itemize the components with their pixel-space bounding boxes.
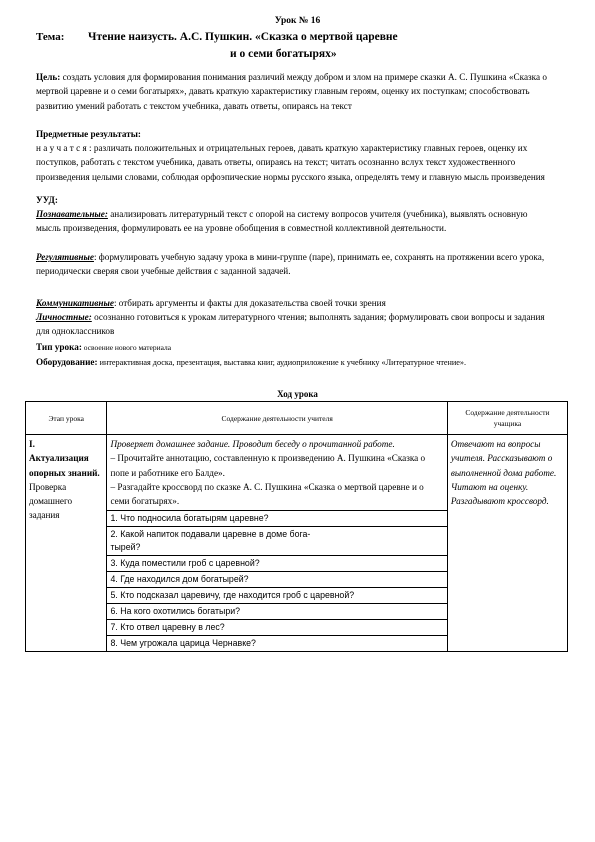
question-row: 8. Чем угрожала царица Чернавке? — [107, 636, 447, 652]
stage-number: I. — [29, 439, 35, 449]
lesson-type-label: Тип урока: — [36, 342, 82, 352]
header-teacher: Содержание деятельности учителя — [107, 402, 447, 435]
stage-cell — [26, 435, 107, 652]
subject-results-title: Предметные результаты: — [36, 129, 141, 139]
question-row: 5. Кто подсказал царевичу, где находится гроб с царевной? — [107, 588, 447, 604]
course-title: Ход урока — [277, 389, 318, 399]
teacher-task2: – Разгадайте кроссворд по сказке А. С. Пушкина «Сказка о мертвой царевне и о семи богатырях». — [110, 481, 424, 507]
lesson-table — [25, 401, 568, 652]
uud-personal — [36, 310, 551, 339]
regulative-label: Регулятивные — [36, 252, 94, 262]
stage-name: Актуализация опорных знаний. — [29, 453, 100, 478]
teacher-intro: Проверяет домашнее задание. Проводит беседу о прочитанной работе. — [110, 439, 395, 449]
question-row: 1. Что подносила богатырям царевне? — [107, 511, 447, 527]
goal-text: создать условия для формирования понимания различий между добром и злом на примере сказки А. С. Пушкина «Сказка о мертвой царевне и о семи богатырях», давать краткую характеристику главным героям, оценку их поступкам; способствовать развитию умений работать с текстом учебника, давать ответы, опираясь на текст — [36, 72, 547, 111]
uud-communicative — [36, 296, 551, 310]
communicative-text: : отбирать аргументы и факты для доказательства своей точки зрения — [113, 298, 386, 308]
teacher-task1: – Прочитайте аннотацию, составленную к произведению А. Пушкина «Сказка о попе и работнике его Балде». — [110, 453, 426, 478]
personal-label: Личностные: — [36, 312, 92, 322]
table-header-row — [26, 402, 568, 435]
equipment-label: Оборудование: — [36, 357, 98, 367]
uud-title: УУД: — [36, 195, 58, 205]
subject-label: н а у ч а т с я : — [36, 143, 92, 153]
student-cell: Отвечают на вопросы учителя. Рассказывают о выполненной дома работе. Читают на оценку. Разгадывают кроссворд. — [447, 435, 567, 652]
teacher-cell — [107, 435, 447, 511]
theme-title-line2: и о семи богатырях» — [230, 48, 337, 60]
equipment — [36, 356, 551, 369]
theme-label: Тема: — [36, 31, 65, 43]
communicative-label: Коммуникативные — [36, 298, 114, 308]
equipment-text: интерактивная доска, презентация, выставка книг, аудиоприложение к учебнику «Литературное чтение». — [97, 358, 467, 367]
header-student: Содержание деятельности учащика — [447, 402, 567, 435]
goal-label: Цель: — [36, 72, 61, 82]
goal-paragraph — [36, 70, 551, 113]
question-row: 6. На кого охотились богатыри? — [107, 604, 447, 620]
question-row: 7. Кто отвел царевну в лес? — [107, 620, 447, 636]
lesson-type-text: освоение нового материала — [81, 343, 172, 352]
question-row: 4. Где находился дом богатырей? — [107, 572, 447, 588]
personal-text: осознанно готовиться к урокам литературного чтения; выполнять задания; формулировать свои вопросы и задания для одноклассников — [36, 312, 545, 337]
regulative-text: : формулировать учебную задачу урока в мини-группе (паре), принимать ее, сохранять на протяжении всего урока, периодически сверяя свои учебные действия с заданной задачей. — [36, 252, 545, 277]
uud-regulative — [36, 250, 551, 279]
question-row: 2. Какой напиток подавали царевне в доме бога- тырей? — [107, 527, 447, 556]
cognitive-label: Познавательные: — [36, 209, 108, 219]
cognitive-text: анализировать литературный текст с опорой на систему вопросов учителя (учебника), выявлять основную мысль произведения, формулировать ее на уровне обобщения в совместной коллективной деятельности. — [36, 209, 528, 234]
header-stage: Этап урока — [26, 402, 107, 435]
subject-text: различать положительных и отрицательных героев, давать краткую характеристику главных героев, оценку их поступков, работать с текстом учебника, давать ответы, опираясь на текст; читать осознанно вслух текст художественного произведения целыми словами, соблюдая орфоэпические нормы русского языка, определять тему и главную мысль произведения — [36, 143, 545, 182]
stage-sub: Проверка домашнего задания — [29, 481, 73, 521]
lesson-type — [36, 340, 551, 355]
question-row: 3. Куда поместили гроб с царевной? — [107, 556, 447, 572]
subject-results-paragraph — [36, 141, 551, 184]
theme-title-line1: Чтение наизусть. А.С. Пушкин. «Сказка о мертвой царевне — [88, 31, 398, 43]
table-row — [26, 435, 568, 511]
lesson-number: Урок № 16 — [274, 16, 321, 26]
uud-cognitive — [36, 207, 551, 236]
